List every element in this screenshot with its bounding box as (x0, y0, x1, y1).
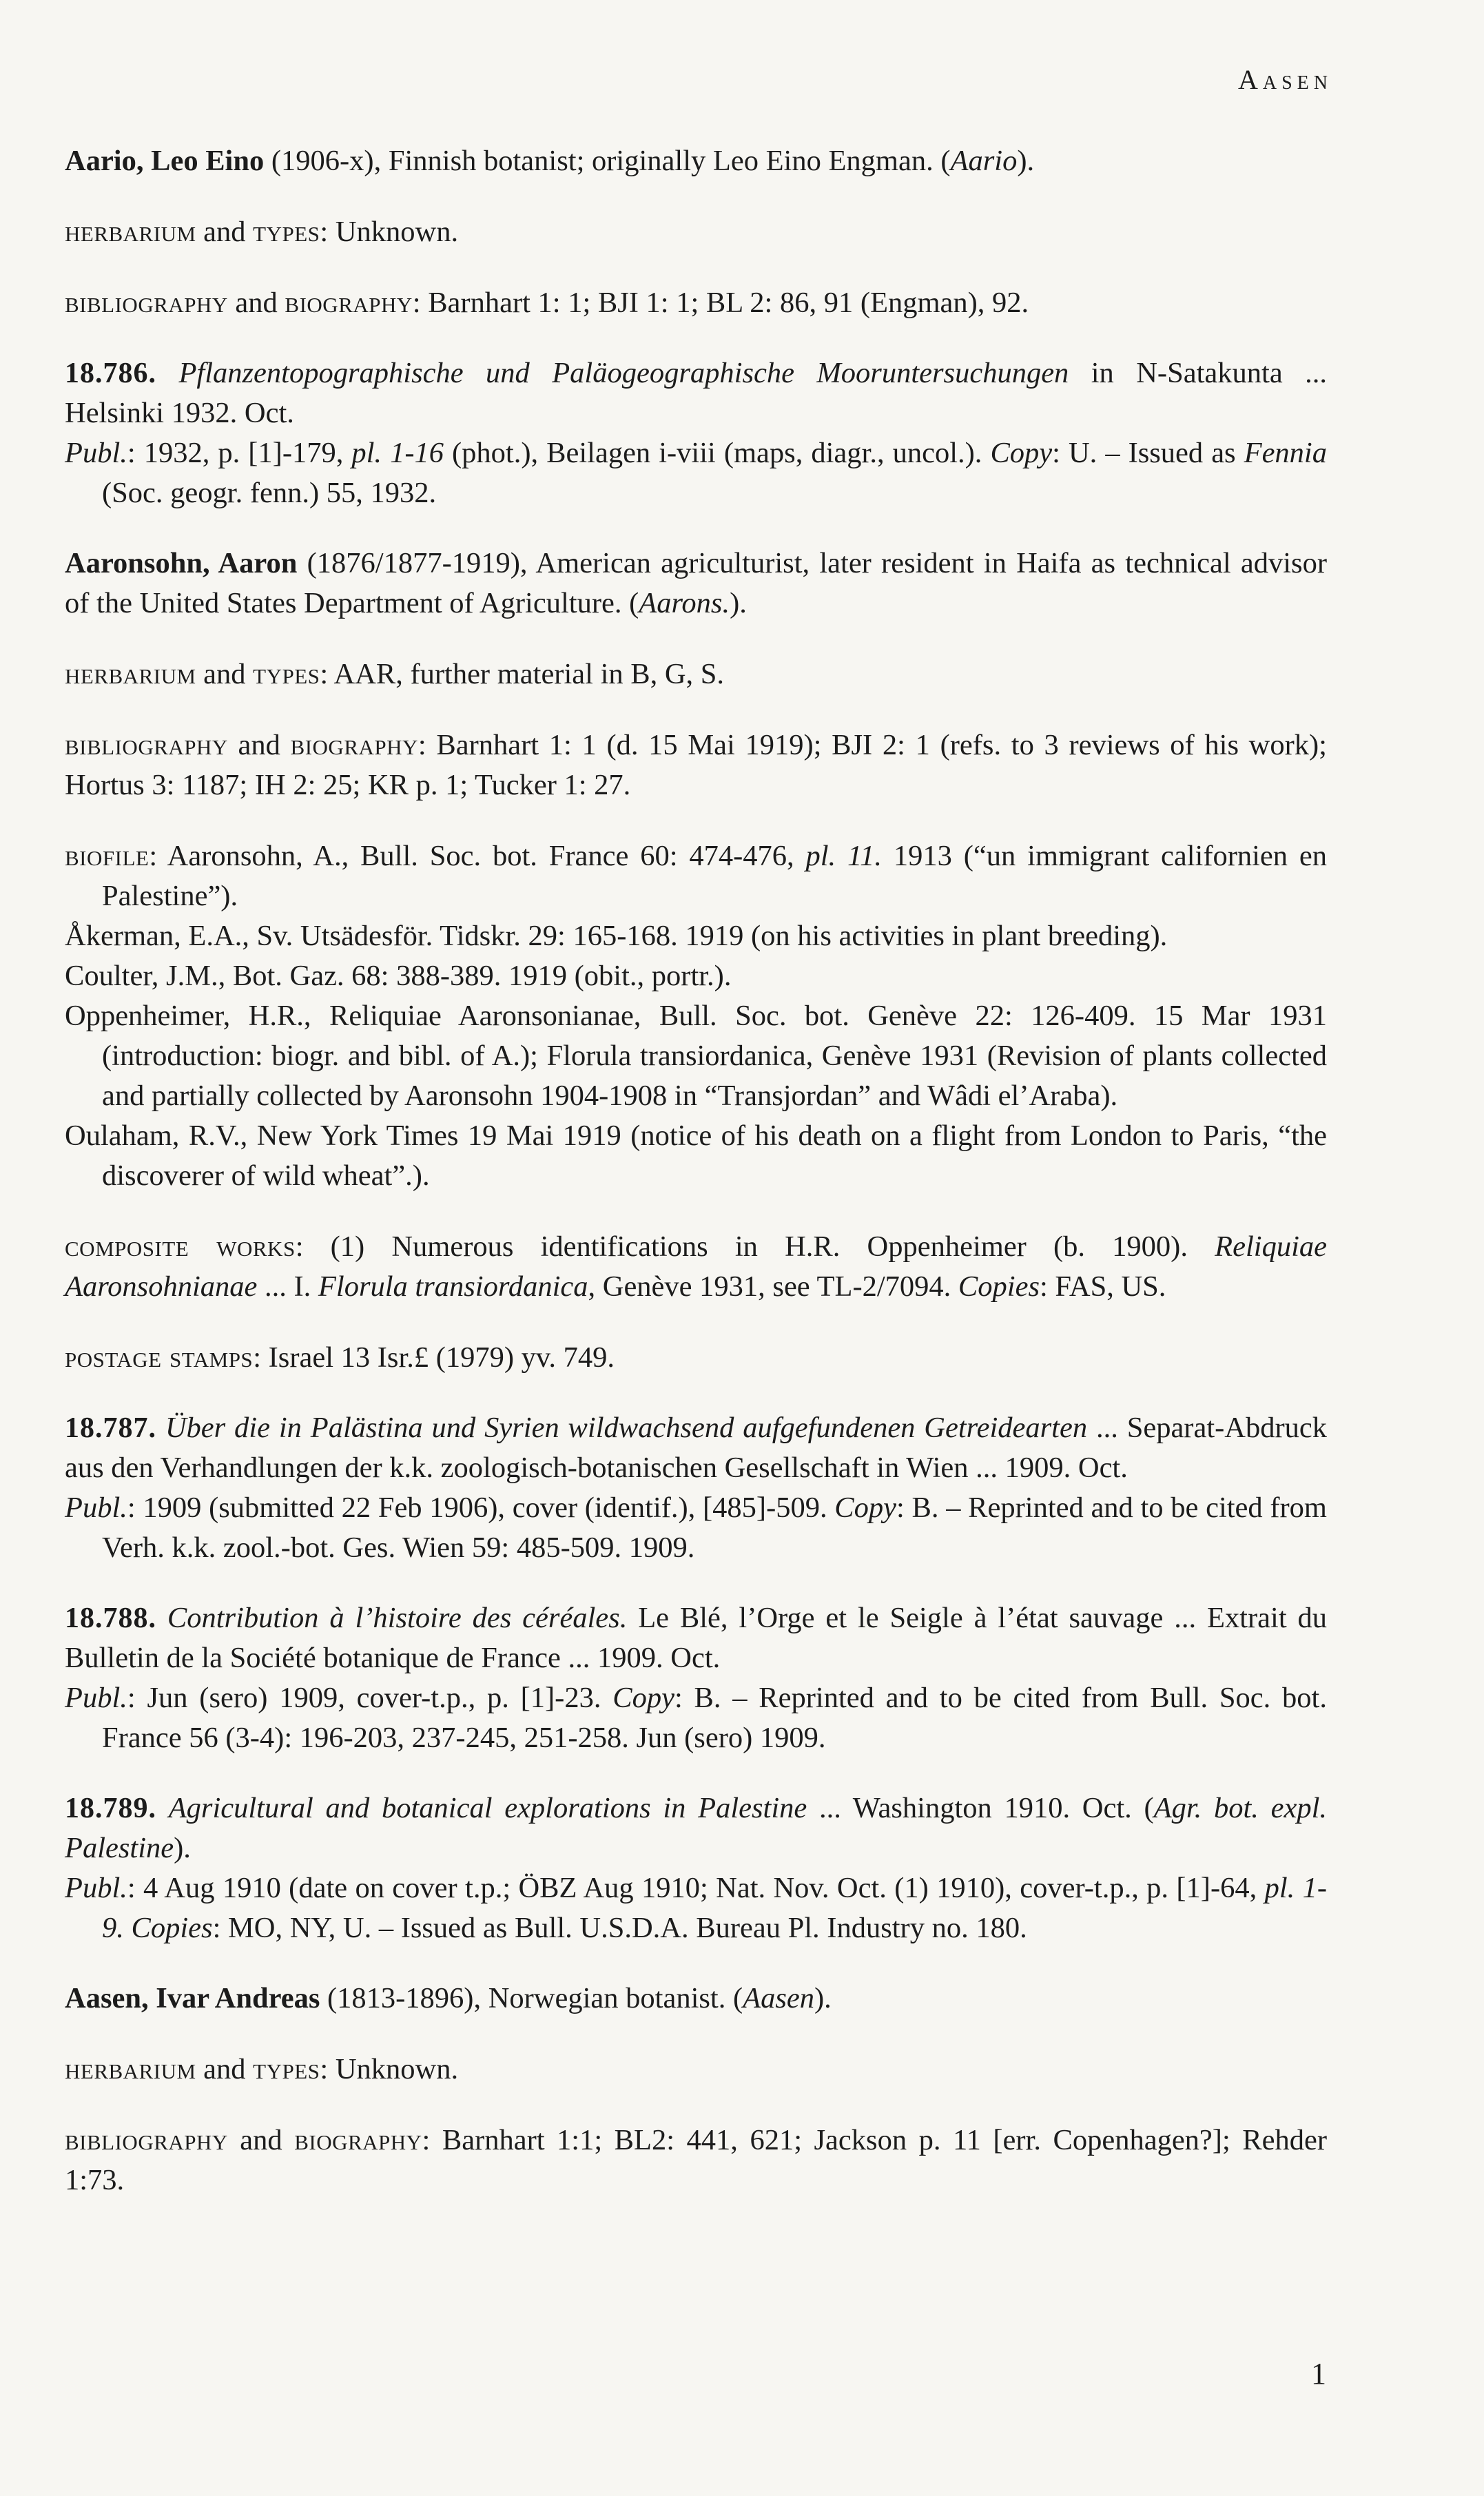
work-title: Pflanzentopographische und Paläogeographische Mooruntersuchungen (178, 357, 1069, 389)
bibliography-line-aario: bibliography and biography: Barnhart 1: 1; BJI 1: 1; BL 2: 86, 91 (Engman), 92. (65, 285, 1029, 319)
work-entry-18-789: 18.789. Agricultural and botanical explorations in Palestine ... Washington 1910. Oct. (Agr. bot. expl. Palestine). (65, 1792, 1328, 1864)
work-number: 18.789. (65, 1793, 156, 1824)
work-entry-18-787: 18.787. Über die in Palästina und Syrien wildwachsend aufgefundenen Getreidearten ... Separat-Abdruck aus den Verhandlungen der k.k. zoologisch-botanischen Gesellschaft in Wien ... 1909. Oct. (65, 1412, 1327, 1484)
author-name: Aario, Leo Eino (65, 145, 265, 177)
author-abbreviation: Aasen (743, 1982, 815, 2014)
biofile-reference: Oppenheimer, H.R., Reliquiae Aaronsonianae, Bull. Soc. bot. Genève 22: 126-409. 15 Mar 1931 (introduction: biogr. and bibl. of A.); Florula transiordanica, Genève 1931 (Revision of plants collected and partially collected by Aaronsohn 1904-1908 in “Transjordan” and Wâdi el’Araba). (65, 1000, 1327, 1112)
work-title: Agricultural and botanical explorations in Palestine (168, 1792, 807, 1824)
page-number: 1 (1311, 2357, 1326, 2391)
work-number: 18.786. (65, 358, 156, 389)
work-title: Contribution à l’histoire des céréales. (167, 1602, 628, 1634)
publication-line-18-787: Publ.: 1909 (submitted 22 Feb 1906), cover (identif.), [485]-509. Copy: B. – Reprinted and to be cited from Verh. k.k. zool.-bot. Ges. Wien 59: 485-509. 1909. (65, 1492, 1327, 1564)
author-name: Aaronsohn, Aaron (65, 547, 298, 579)
author-name: Aasen, Ivar Andreas (65, 1982, 320, 2014)
bibliography-line-aaronsohn: bibliography and biography: Barnhart 1: 1 (d. 15 Mai 1919); BJI 2: 1 (refs. to 3 reviews of his work); Hortus 3: 1187; IH 2: 25; KR p. 1; Tucker 1: 27. (65, 728, 1327, 801)
herbarium-line-aaronsohn: herbarium and types: AAR, further material in B, G, S. (65, 657, 725, 690)
publication-line-18-789: Publ.: 4 Aug 1910 (date on cover t.p.; ÖBZ Aug 1910; Nat. Nov. Oct. (1) 1910), cover-t.p., p. [1]-64, pl. 1-9. Copies: MO, NY, U. – Issued as Bull. U.S.D.A. Bureau Pl. Industry no. 180. (65, 1872, 1327, 1944)
herbarium-line-aario: herbarium and types: Unknown. (65, 214, 459, 248)
work-title: Über die in Palästina und Syrien wildwachsend aufgefundenen Getreidearten (165, 1412, 1088, 1444)
biofile-reference: Oulaham, R.V., New York Times 19 Mai 1919 (notice of his death on a flight from London to Paris, “the discoverer of wild wheat”.). (65, 1120, 1327, 1192)
work-number: 18.788. (65, 1602, 156, 1634)
publication-line-18-788: Publ.: Jun (sero) 1909, cover-t.p., p. [1]-23. Copy: B. – Reprinted and to be cited from Bull. Soc. bot. France 56 (3-4): 196-203, 237-245, 251-258. Jun (sero) 1909. (65, 1682, 1327, 1754)
publication-line-18-786: Publ.: 1932, p. [1]-179, pl. 1-16 (phot.), Beilagen i-viii (maps, diagr., uncol.). Copy: U. – Issued as Fennia (Soc. geogr. fenn.) 55, 1932. (65, 437, 1327, 509)
composite-works-line: composite works: (1) Numerous identifications in H.R. Oppenheimer (b. 1900). Reliquiae Aaronsohnianae ... I. Florula transiordanica, Genève 1931, see TL-2/7094. Copies: FAS, US. (65, 1229, 1327, 1303)
author-abbreviation: Aarons. (639, 587, 730, 619)
author-heading-aasen: Aasen, Ivar Andreas (1813-1896), Norwegian botanist. (Aasen). (65, 1982, 832, 2014)
biofile-reference: Åkerman, E.A., Sv. Utsädesför. Tidskr. 29: 165-168. 1919 (on his activities in plant breeding). (65, 920, 1168, 952)
author-heading-aario: Aario, Leo Eino (1906-x), Finnish botanist; originally Leo Eino Engman. (Aario). (65, 145, 1035, 177)
work-entry-18-786: 18.786. Pflanzentopographische und Paläogeographische Mooruntersuchungen in N-Satakunta ... Helsinki 1932. Oct. (65, 357, 1327, 429)
page-body (65, 141, 1327, 2200)
author-abbreviation: Aario (950, 145, 1018, 177)
author-heading-aaronsohn: Aaronsohn, Aaron (1876/1877-1919), American agriculturist, later resident in Haifa as technical advisor of the United States Department of Agriculture. (Aarons.). (65, 547, 1327, 619)
work-number: 18.787. (65, 1412, 156, 1444)
running-head: Aasen (1237, 64, 1332, 95)
bibliography-line-aasen: bibliography and biography: Barnhart 1:1; BL2: 441, 621; Jackson p. 11 [err. Copenhagen?]; Rehder 1:73. (65, 2123, 1327, 2196)
herbarium-line-aasen: herbarium and types: Unknown. (65, 2052, 459, 2085)
biofile-line: biofile: Aaronsohn, A., Bull. Soc. bot. France 60: 474-476, pl. 11. 1913 (“un immigrant californien en Palestine”). (65, 838, 1328, 912)
postage-stamps-line: postage stamps: Israel 13 Isr.£ (1979) yv. 749. (65, 1340, 615, 1374)
biofile-reference: Coulter, J.M., Bot. Gaz. 68: 388-389. 1919 (obit., portr.). (65, 960, 732, 992)
work-entry-18-788: 18.788. Contribution à l’histoire des céréales. Le Blé, l’Orge et le Seigle à l’état sauvage ... Extrait du Bulletin de la Société botanique de France ... 1909. Oct. (65, 1602, 1327, 1674)
